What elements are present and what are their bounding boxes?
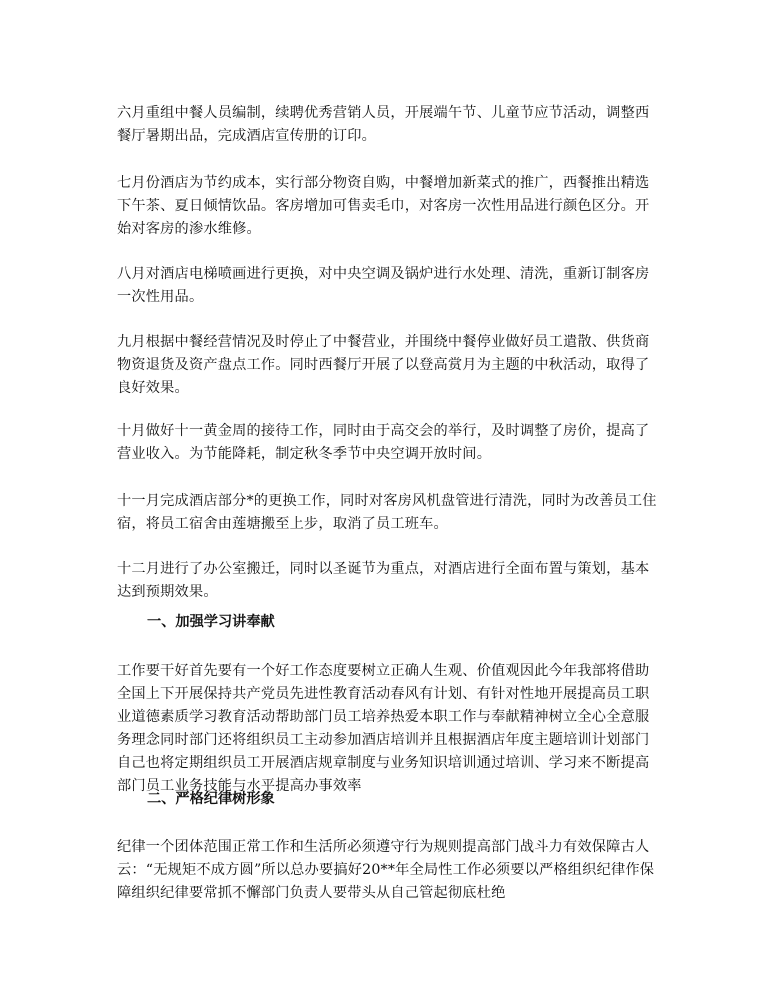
paragraph-november: 十一月完成酒店部分*的更换工作，同时对客房风机盘管进行清洗，同时为改善员工住宿，将员工宿舍由莲塘搬至上步，取消了员工班车。 <box>117 493 657 532</box>
section-heading-1: 一、加强学习讲奉献 <box>147 614 275 630</box>
paragraph-june: 六月重组中餐人员编制，续聘优秀营销人员，开展端午节、儿童节应节活动，调整西餐厅暑期出品，完成酒店宣传册的订印。 <box>117 105 650 144</box>
paragraph-december: 十二月进行了办公室搬迁，同时以圣诞节为重点，对酒店进行全面布置与策划，基本达到预期效果。 <box>117 561 650 600</box>
paragraph-july: 七月份酒店为节约成本，实行部分物资自购，中餐增加新菜式的推广，西餐推出精选下午茶、夏日倾情饮品。客房增加可售卖毛巾，对客房一次性用品进行颜色区分。开始对客房的渗水维修。 <box>117 175 650 237</box>
paragraph-september: 九月根据中餐经营情况及时停止了中餐营业，并围绕中餐停业做好员工遣散、供货商物资退货及资产盘点工作。同时西餐厅开展了以登高赏月为主题的中秋活动，取得了良好效果。 <box>117 334 650 396</box>
paragraph-october: 十月做好十一黄金周的接待工作，同时由于高交会的举行，及时调整了房价，提高了营业收入。为节能降耗，制定秋冬季节中央空调开放时间。 <box>117 423 650 462</box>
paragraph-section1-body: 工作要干好首先要有一个好工作态度要树立正确人生观、价值观因此今年我部将借助全国上下开展保持共产党员先进性教育活动春风有计划、有针对性地开展提高员工职业道德素质学习教育活动帮助部门员工培养热爱本职工作与奉献精神树立全心全意服务理念同时部门还将组织员工主动参加酒店培训并且根据酒店年度主题培训计划部门自己也将定期组织员工开展酒店规章制度与业务知识培训通过培训、学习来不断提高部门员工业务技能与水平提高办事效率 <box>117 663 650 794</box>
section-heading-2: 二、严格纪律树形象 <box>147 791 275 807</box>
paragraph-august: 八月对酒店电梯喷画进行更换，对中央空调及锅炉进行水处理、清洗，重新订制客房一次性用品。 <box>117 266 650 305</box>
paragraph-section2-body: 纪律一个团体范围正常工作和生活所必须遵守行为规则提高部门战斗力有效保障古人云：“无规矩不成方圆”所以总办要搞好20**年全局性工作必须要以严格组织纪律作保障组织纪律要常抓不懈部门负责人要带头从自己管起彻底杜绝 <box>117 839 655 901</box>
